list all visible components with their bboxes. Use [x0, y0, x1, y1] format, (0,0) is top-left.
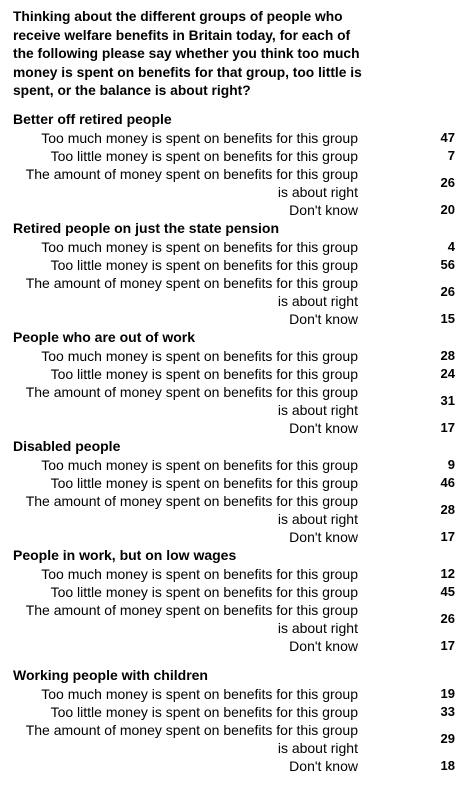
group-title: Working people with children	[13, 667, 208, 683]
answer-label-about-right-line1: The amount of money spent on benefits for this group	[25, 275, 358, 291]
answer-label-dont-know: Don't know	[289, 420, 358, 436]
percentage-value: 19	[440, 686, 455, 701]
answer-label-dont-know: Don't know	[289, 758, 358, 774]
answer-label-too-little: Too little money is spent on benefits for this group	[50, 366, 358, 382]
answer-label-too-much: Too much money is spent on benefits for this group	[41, 239, 358, 255]
answer-label-about-right-line1: The amount of money spent on benefits for this group	[25, 384, 358, 400]
percentage-value: 9	[447, 457, 455, 472]
group-title: People who are out of work	[13, 329, 196, 345]
answer-label-dont-know: Don't know	[289, 529, 358, 545]
group-title: Disabled people	[13, 438, 121, 454]
answer-label-about-right-line1: The amount of money spent on benefits for this group	[25, 602, 358, 618]
answer-label-about-right-line2: is about right	[277, 402, 358, 418]
answer-label-too-much: Too much money is spent on benefits for this group	[41, 457, 358, 473]
answer-label-too-much: Too much money is spent on benefits for this group	[41, 130, 358, 146]
answer-label-dont-know: Don't know	[289, 311, 358, 327]
percentage-value: 26	[440, 611, 455, 626]
percentage-value: 4	[447, 239, 455, 254]
percentage-value: 46	[440, 475, 455, 490]
answer-label-about-right-line1: The amount of money spent on benefits for this group	[25, 722, 358, 738]
answer-label-about-right-line2: is about right	[277, 740, 358, 756]
percentage-value: 56	[440, 257, 455, 272]
group-title: Better off retired people	[13, 111, 172, 127]
percentage-value: 18	[440, 758, 455, 773]
survey-question: Thinking about the different groups of people who receive welfare benefits in Britain today, for each of the following please say whether you think too much money is spent on benefits for that group, too little is spent, or the balance is about right?	[13, 9, 362, 99]
answer-label-too-little: Too little money is spent on benefits for this group	[50, 475, 358, 491]
percentage-value: 45	[440, 584, 455, 599]
percentage-value: 15	[440, 311, 455, 326]
percentage-value: 33	[440, 704, 455, 719]
answer-label-dont-know: Don't know	[289, 638, 358, 654]
percentage-value: 26	[440, 175, 455, 190]
percentage-value: 7	[447, 148, 455, 163]
percentage-value: 28	[440, 348, 455, 363]
answer-label-about-right-line1: The amount of money spent on benefits for this group	[25, 166, 358, 182]
answer-label-about-right-line2: is about right	[277, 511, 358, 527]
group-title: Retired people on just the state pension	[13, 220, 280, 236]
percentage-value: 17	[440, 638, 455, 653]
answer-label-too-much: Too much money is spent on benefits for this group	[41, 686, 358, 702]
percentage-value: 26	[440, 284, 455, 299]
percentage-value: 20	[440, 202, 455, 217]
answer-label-dont-know: Don't know	[289, 202, 358, 218]
answer-label-too-little: Too little money is spent on benefits for this group	[50, 584, 358, 600]
percentage-value: 17	[440, 529, 455, 544]
answer-label-too-little: Too little money is spent on benefits for this group	[50, 257, 358, 273]
answer-label-about-right-line2: is about right	[277, 184, 358, 200]
percentage-value: 24	[440, 366, 455, 381]
answer-label-too-much: Too much money is spent on benefits for this group	[41, 348, 358, 364]
percentage-value: 29	[440, 731, 455, 746]
percentage-value: 31	[440, 393, 455, 408]
percentage-value: 28	[440, 502, 455, 517]
answer-label-too-much: Too much money is spent on benefits for this group	[41, 566, 358, 582]
answer-label-about-right-line2: is about right	[277, 293, 358, 309]
percentage-value: 17	[440, 420, 455, 435]
answer-label-about-right-line2: is about right	[277, 620, 358, 636]
percentage-value: 47	[440, 130, 455, 145]
answer-label-too-little: Too little money is spent on benefits for this group	[50, 148, 358, 164]
answer-label-too-little: Too little money is spent on benefits for this group	[50, 704, 358, 720]
group-title: People in work, but on low wages	[13, 547, 237, 563]
percentage-value: 12	[440, 566, 455, 581]
answer-label-about-right-line1: The amount of money spent on benefits for this group	[25, 493, 358, 509]
